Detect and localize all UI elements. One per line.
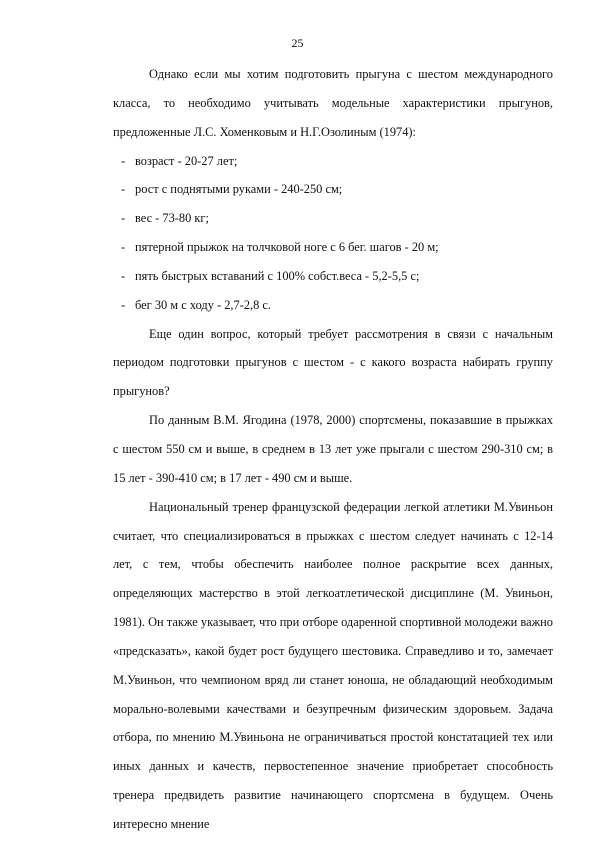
paragraph-question: Еще один вопрос, который требует рассмотрения в связи с начальным периодом подготовки прыгунов с шестом - с какого возраста набирать группу прыгунов? (113, 326, 553, 399)
list-item: - рост с поднятыми руками - 240-250 см; (121, 175, 553, 204)
list-item: - бег 30 м с ходу - 2,7-2,8 с. (121, 291, 553, 320)
characteristics-list (113, 147, 553, 320)
paragraph-intro: Однако если мы хотим подготовить прыгуна с шестом международного класса, то необходимо учитывать модельные характеристики прыгунов, предложенные Л.С. Хоменковым и Н.Г.Озолиным (1974): (113, 67, 553, 139)
list-item: - возраст - 20-27 лет; (121, 147, 553, 176)
list-item: - пять быстрых вставаний с 100% собст.веса - 5,2-5,5 с; (121, 262, 553, 291)
list-item: - пятерной прыжок на толчковой ноге с 6 бег. шагов - 20 м; (121, 233, 553, 262)
body-text (113, 60, 553, 839)
list-item: - вес - 73-80 кг; (121, 204, 553, 233)
page-number: 25 (291, 36, 304, 50)
paragraph-yagodin: По данным В.М. Ягодина (1978, 2000) спортсмены, показавшие в прыжках с шестом 550 см и выше, в среднем в 13 лет уже прыгали с шестом 290-310 см; в 15 лет - 390-410 см; в 17 лет - 490 см и выше. (113, 413, 553, 485)
paragraph-uvinon: Национальный тренер французской федерации легкой атлетики М.Увиньон считает, что специализироваться в прыжках с шестом следует начинать с 12-14 лет, с тем, чтобы обеспечить наиболее полное раскрытие всех данных, определяющих мастерство в этой легкоатлетической дисциплине (М. Увиньон, 1981). Он также указывает, что при отборе одаренной спортивной молодежи важно «предсказать», какой будет рост будущего шестовика. Справедливо и то, замечает М.Увиньон, что чемпионом вряд ли станет юноша, не обладающий необходимым морально-волевыми качествами и безупречным физическим здоровьем. Задача отбора, по мнению М.Увиньона не ограничиваться простой констатацией тех или иных данных и качеств, первостепенное значение приобретает способность тренера предвидеть развитие начинающего спортсмена в будущем. Очень интересно мнение (113, 499, 553, 831)
